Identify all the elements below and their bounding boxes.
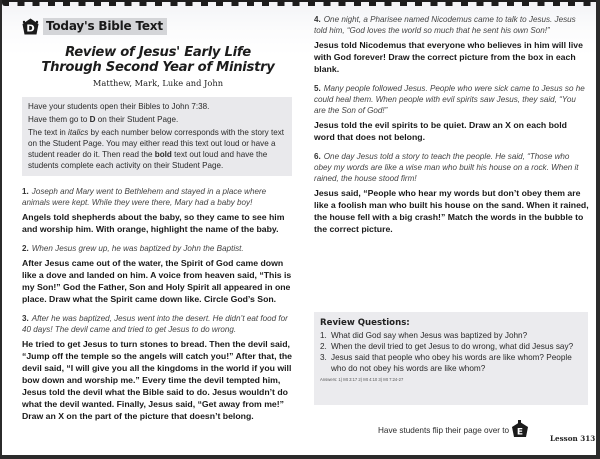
activity-text: Jesus told Nicodemus that everyone who believes in him will live with God forever! Draw the correct picture from the box in each blank. <box>314 40 583 74</box>
instruction-line-3 <box>28 127 287 171</box>
story-item-3 <box>22 313 294 422</box>
story-italic: One night, a Pharisee named Nicodemus came to talk to Jesus. Jesus told him, “God loves the world so much that he sent his own Son!” <box>314 15 576 35</box>
item-number: 3. <box>22 314 29 323</box>
lesson-number: Lesson 313 <box>550 434 596 443</box>
svg-text:D: D <box>26 23 35 35</box>
story-item-4 <box>314 14 589 75</box>
item-number: 4. <box>314 15 321 24</box>
right-column <box>314 14 589 235</box>
instruction-bold-letter: D <box>89 115 96 124</box>
lesson-title-line1: Review of Jesus' Early Life <box>65 45 251 60</box>
story-text <box>22 243 294 254</box>
story-text <box>22 186 294 208</box>
item-number: 5. <box>314 84 321 93</box>
instruction-text: on their Student Page. <box>95 115 179 124</box>
section-title: Today's Bible Text <box>43 18 167 35</box>
section-header <box>22 18 294 35</box>
left-column <box>22 18 294 422</box>
story-item-6 <box>314 151 589 235</box>
activity-text: Jesus said, “People who hear my words but don’t obey them are like a foolish man who built his house on the sand. When it rained, the house fell with a big crash!” Match the words in the bubble to the correct picture. <box>314 188 589 234</box>
review-question <box>320 341 583 352</box>
story-item-5 <box>314 83 589 143</box>
item-number: 1. <box>22 187 29 196</box>
review-title: Review Questions: <box>320 318 410 328</box>
lesson-title <box>22 45 294 75</box>
story-italic: Many people followed Jesus. People who were sick came to Jesus so he could heal them. When people with evil spirits saw Jesus, they said, “You are the Son of God!” <box>314 84 585 115</box>
story-italic: One day Jesus told a story to teach the people. He said, “Those who obey my words are like a wise man who built his house on a rock. When it rained, the house stood firm! <box>314 152 579 183</box>
review-questions-box <box>314 312 588 405</box>
instruction-text: by each number below corresponds with the story text on the Student Page. You may either read this text out loud or have a student reader do it. Then read the <box>28 128 284 159</box>
instruction-text: The text in <box>28 128 69 137</box>
review-question-list <box>320 330 583 374</box>
question-text: What did God say when Jesus was baptized by John? <box>331 331 528 340</box>
activity-text: Angels told shepherds about the baby, so they came to see him and worship him. With orange, highlight the name of the baby. <box>22 212 285 234</box>
activity-text: After Jesus came out of the water, the Spirit of God came down like a dove and landed on him. A voice from heaven said, “This is my Son!” God the Father, Son and Holy Spirit all appeared in one place. Draw what the Spirit came down like. Circle God’s Son. <box>22 258 292 304</box>
story-italic: Joseph and Mary went to Bethlehem and stayed in a place where animals were kept. While they were there, Mary had a baby boy! <box>22 187 267 207</box>
answer-key: Answers: 1) Mt 3:17 2) Mt 4:10 3) Mt 7:24-27 <box>320 377 404 382</box>
story-item-1 <box>22 186 294 235</box>
activity-text: He tried to get Jesus to turn stones to bread. Then the devil said, “Jump off the temple so the angels will catch you!” After that, the devil said, “I will give you all the kingdoms in the world if you will bow down and worship me.” Every time the devil tempted him, Jesus told the devil what the Bible said to do. Jesus wouldn’t do what the devil wanted. Finally, Jesus said, “Get away from me!” Draw an X on the part of the picture that doesn’t belong. <box>22 339 292 421</box>
activity-text: Jesus told the evil spirits to be quiet. Draw an X on each bold word that does not belong. <box>314 120 567 142</box>
story-text <box>314 14 589 36</box>
question-number: 2. <box>320 342 327 351</box>
question-text: Jesus said that people who obey his words are like whom? People who do not obey his words are like whom? <box>331 353 572 373</box>
instruction-line-2 <box>28 114 287 125</box>
story-italic: After he was baptized, Jesus went into the desert. He didn’t eat food for 40 days! The devil came and tried to get Jesus to do wrong. <box>22 314 288 334</box>
spiral-binding <box>2 0 596 6</box>
item-number: 6. <box>314 152 321 161</box>
question-number: 3. <box>320 353 327 362</box>
review-question <box>320 352 583 374</box>
instruction-text: Have them go to <box>28 115 90 124</box>
story-item-2 <box>22 243 294 305</box>
lesson-title-line2: Through Second Year of Ministry <box>41 60 275 75</box>
story-text <box>22 313 294 335</box>
workbook-page <box>2 0 596 455</box>
instruction-italic-word: italics <box>68 128 89 137</box>
svg-text:E: E <box>517 427 524 438</box>
question-text: When the devil tried to get Jesus to do wrong, what did Jesus say? <box>331 342 574 351</box>
instructions-box <box>22 97 292 176</box>
story-text <box>314 83 589 116</box>
item-number: 2. <box>22 244 29 253</box>
flip-instruction <box>378 420 528 440</box>
story-italic: When Jesus grew up, he was baptized by John the Baptist. <box>31 244 244 253</box>
instruction-bold-word: bold <box>154 150 172 159</box>
instruction-text: text out loud and have the students complete each activity on their Student Page. <box>28 150 268 170</box>
question-number: 1. <box>320 331 327 340</box>
e-house-icon <box>512 420 528 440</box>
story-text <box>314 151 589 184</box>
instruction-line-1: Have your students open their Bibles to John 7:38. <box>28 102 210 111</box>
flip-text: Have students flip their page over to <box>378 425 510 435</box>
lesson-subtitle: Matthew, Mark, Luke and John <box>92 78 224 88</box>
review-question <box>320 330 583 341</box>
d-house-icon <box>22 18 39 35</box>
